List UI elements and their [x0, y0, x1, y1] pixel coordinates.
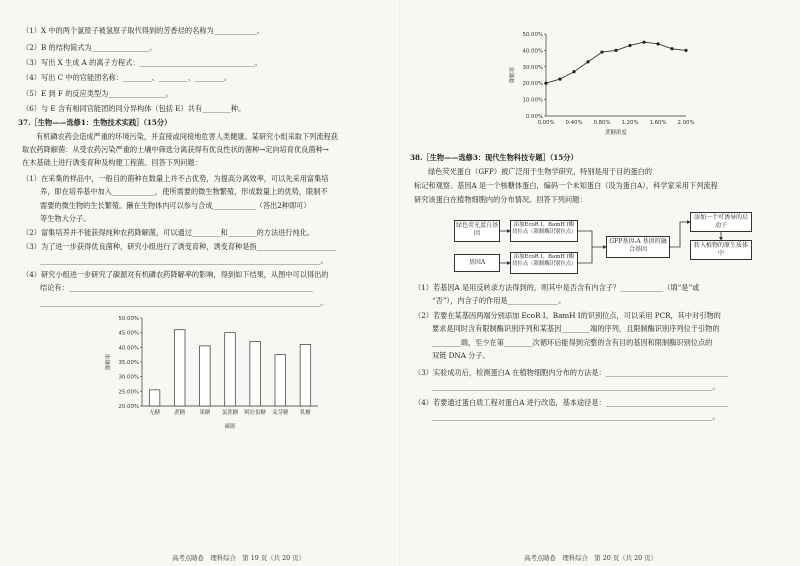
line-x-axis-label: 蔗糖浓度 [605, 130, 627, 136]
line-x-tick-label: 2.00% [677, 120, 695, 126]
line-y-tick-label: 0.00% [525, 114, 543, 120]
flow-transform: 转入植物的原生质体中 [690, 240, 752, 260]
line-x-tick-label: 1.60% [649, 120, 667, 126]
q38-part2-c: ________端，至少在第________次循环后能得到完整的含有目的基因和限制酶识别位点的 [432, 338, 713, 347]
line-x-tick-label: 1.20% [621, 120, 639, 126]
bar-蔗糖 [174, 330, 185, 406]
q38-part4-b: ______________________________________________________________________________。 [432, 412, 720, 421]
bar-x-tick-label: 乳糖 [300, 410, 311, 416]
line-point [614, 49, 617, 52]
bar-x-axis-label: 碳源 [224, 424, 236, 430]
line-point [572, 70, 575, 73]
line-point [656, 42, 659, 45]
bar-y-tick-label: 45.00% [118, 330, 139, 337]
question-37-title: 37.［生物——选修1：生物技术实践］（15分） [18, 118, 172, 127]
bar-y-tick-label: 40.00% [118, 345, 139, 352]
line-y-tick-label: 50.00% [522, 32, 543, 38]
q37-part1-a: （1）在采集的样品中，一般目的菌种在数量上并不占优势，为提高分离效率，可以先采用富集培 [22, 174, 329, 183]
q38-part1-a: （1）若基因A 是用反转录方法得到的，则其中是否含有内含子？____________（填“是”或 [414, 283, 700, 292]
bar-y-tick-label: 35.00% [118, 360, 139, 366]
bar-乳糖 [300, 344, 311, 406]
q37-part2: （2）富集培养并不能获得纯种农药降解菌，可以通过________和________的方法进行纯化。 [22, 228, 315, 237]
q38-intro-3: 研究该蛋白在植物细胞内的分布情况。回答下列问题： [414, 195, 587, 204]
bar-y-tick-label: 20.00% [118, 404, 139, 410]
q38-part2-b: 要求是同时含有限制酶识别序列和某基因________端的序列，且限制酶识别序列位于引物的 [432, 324, 720, 333]
line-y-axis-label: 降解率 [510, 66, 516, 84]
line-y-tick-label: 10.00% [522, 97, 543, 104]
q38-part3-b: ______________________________________________________________________________。 [432, 382, 720, 391]
line-point [628, 44, 631, 47]
q38-part1-b: “否”），内含子的作用是______________。 [432, 296, 566, 305]
line-y-tick-label: 20.00% [522, 81, 543, 88]
q38-part2-d: 双链 DNA 分子。 [432, 351, 490, 360]
bar-x-tick-label: 蔗糖 [174, 410, 186, 416]
bar-x-tick-label: 无糖 [149, 410, 160, 416]
bar-x-tick-label: 果糖 [199, 410, 211, 416]
bar-x-tick-label: 氯蔗糖 [221, 410, 239, 416]
q38-intro-2: 标记和观察。基因A 是一个核糖体蛋白，编码一个未知蛋白（设为蛋白A），科学家采用下列流程 [414, 181, 718, 190]
question-36-3: （3）写出 X 生成 A 的离子方程式：________________________________。 [22, 58, 262, 67]
question-36-1: （1）X 中的两个氯原子被氢原子取代得到的芳香烃的名称为____________。 [22, 26, 264, 35]
bar-chart [102, 312, 332, 440]
line-x-tick-label: 0.80% [593, 120, 611, 126]
left-footer: 高考点睛卷 理科综合 第 19 页（共 20 页） [172, 554, 306, 562]
question-36-6: （6）与 E 含有相同官能团的同分异构体（包括 E）共有________种。 [22, 104, 246, 113]
question-36-2: （2）B 的结构简式为________________。 [22, 43, 157, 52]
flow-gfp-gene: 绿色荧光蛋白基因 [454, 220, 500, 242]
q37-part3-b: ______________________________________________________________________________。 [40, 256, 328, 265]
q37-intro-2: 取农药降解菌：从受农药污染严重的土壤中筛选分离获得有优良性状的菌种→定向培育优良菌种→ [22, 145, 329, 154]
line-point [586, 60, 589, 63]
q38-part4-a: （4）若要通过蛋白质工程对蛋白A 进行改造，基本途径是：__________________________________ [414, 398, 728, 407]
q37-part1-d: 等生物大分子。 [40, 214, 91, 223]
right-page [410, 0, 784, 566]
flow-fusion-gene: GFP基因-A 基因的融合基因 [606, 236, 670, 258]
q37-intro-3: 在木基础上进行诱变育种及构建工程菌。回答下列问题： [22, 158, 202, 167]
bar-果糖 [200, 346, 211, 406]
bar-y-tick-label: 30.00% [118, 374, 139, 381]
q38-intro-1: 绿色荧光蛋白（GFP）被广泛用于生物学研究，特别是用于目的蛋白的 [428, 167, 653, 176]
line-chart [506, 28, 706, 146]
q37-part1-b: 养，即在培养基中加入____________，使所需要的微生物繁殖，形成数量上的优势，限制不 [40, 187, 328, 196]
question-38-title: 38.［生物——选修3：现代生物科技专题］（15分） [410, 153, 578, 162]
bar-y-tick-label: 50.00% [118, 316, 139, 322]
bar-x-tick-label: 阿拉伯糖 [244, 410, 266, 416]
flow-gene-a: 基因A [454, 254, 500, 272]
flow-add-promoter: 添加一个可诱导的启动子 [690, 212, 752, 232]
line-point [544, 82, 547, 85]
bar-y-tick-label: 25.00% [118, 389, 139, 396]
line-point [642, 41, 645, 44]
line-y-tick-label: 30.00% [522, 64, 543, 71]
q37-intro-1: 有机磷农药会造成严重的环境污染，并直接或间接地危害人类健康。某研究小组采取下列流程获 [36, 132, 338, 141]
bar-无糖 [149, 390, 160, 406]
q37-part4-c: ______________________________________________________________________________。 [40, 298, 328, 307]
page-fold [399, 0, 401, 566]
q37-part4-b: 结论有：____________________________________________________________________ [40, 283, 314, 292]
q37-part4-a: （4）研究小组进一步研究了碳源对有机磷农药降解率的影响，得到如下结果，从图中可以得出的 [22, 270, 329, 279]
line-point [558, 78, 561, 81]
question-36-5: （5）E 到 F 的反应类型为________________。 [22, 89, 174, 98]
bar-氯蔗糖 [225, 333, 236, 406]
q38-part2-a: （2）若要在某基因两端分别添加 EcoR Ⅰ、BamH Ⅰ的识别位点，可以采用 PCR，其中对引物的 [414, 311, 721, 320]
bar-阿拉伯糖 [250, 341, 261, 406]
right-footer: 高考点睛卷 理科综合 第 20 页（共 20 页） [524, 554, 658, 562]
line-point [670, 47, 673, 50]
line-y-tick-label: 40.00% [522, 48, 543, 55]
flow-add-sites-1: 添加EcoR Ⅰ、BamH Ⅰ酶切位点（限制酶识别位点） [510, 220, 578, 242]
q37-part3-a: （3）为了进一步获得优良菌种，研究小组进行了诱变育种，诱变育种是指______________________ [22, 242, 336, 251]
bar-y-axis-label: 降解率 [106, 353, 112, 371]
left-page [18, 0, 392, 566]
bar-x-tick-label: 麦芽糖 [272, 410, 289, 416]
flow-add-sites-2: 添加EcoR Ⅰ、BamH Ⅰ酶切位点（限制酶识别位点） [510, 252, 578, 274]
bar-麦芽糖 [275, 355, 286, 406]
line-point [600, 50, 603, 53]
question-36-4: （4）写出 C 中的官能团名称：________、________、________。 [22, 73, 231, 82]
line-series [546, 42, 686, 83]
flow-diagram [454, 212, 764, 278]
line-x-tick-label: 0.40% [565, 120, 583, 126]
line-x-tick-label: 0.00% [537, 120, 555, 126]
q37-part1-c: 需要的微生物的生长繁殖。獭在生物体内可以参与合成____________（答出2种即可） [40, 201, 311, 210]
q38-part3-a: （3）实验成功后，检测蛋白A 在植物细胞内分布的方法是：__________________________________ [414, 368, 728, 377]
line-point [684, 49, 687, 52]
